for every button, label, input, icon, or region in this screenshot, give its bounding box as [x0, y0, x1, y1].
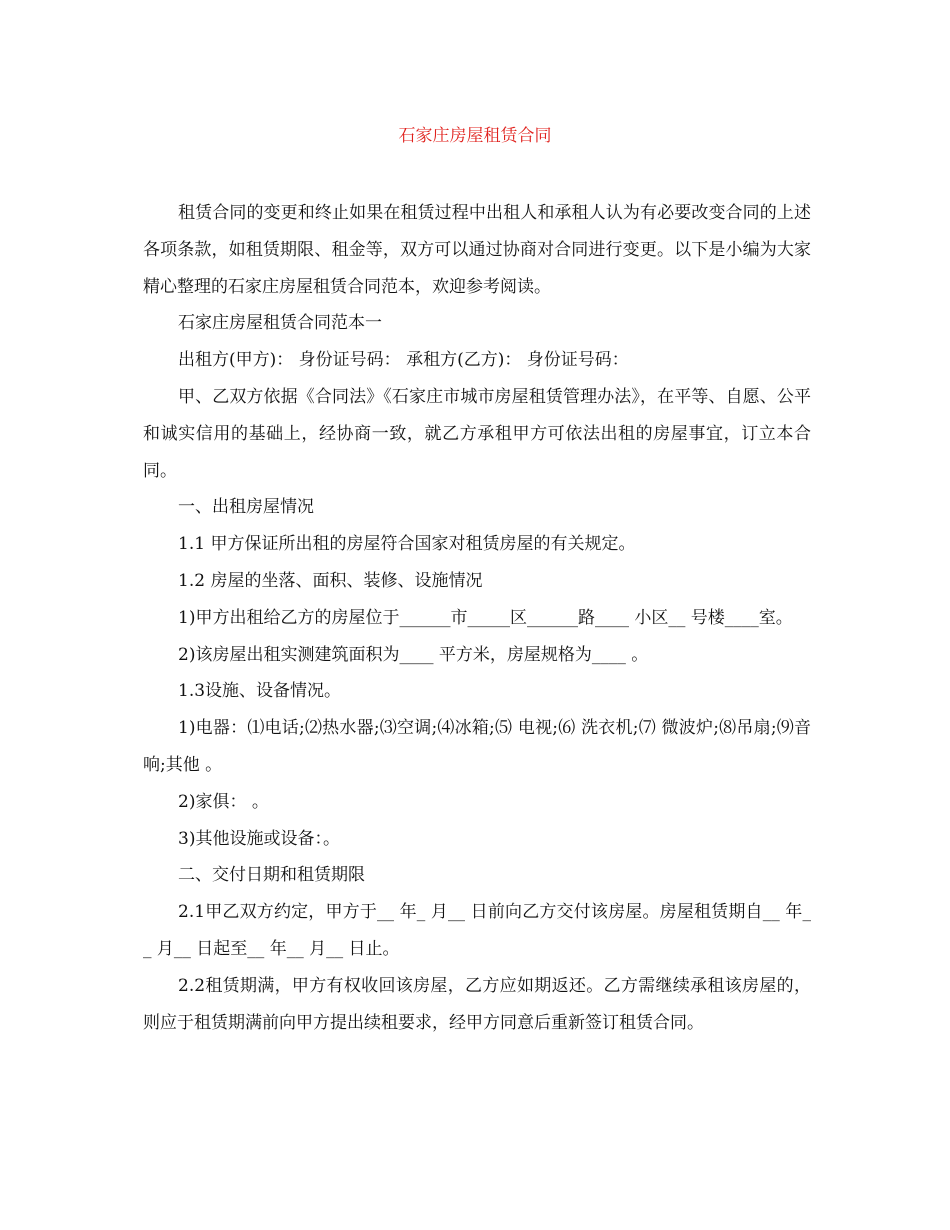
clause-1-3: 1.3设施、设备情况。	[178, 681, 342, 702]
clause-1-3-item-3: 3)其他设施或设备：。	[178, 828, 340, 849]
clause-1-1: 1.1 甲方保证所出租的房屋符合国家对租赁房屋的有关规定。	[178, 534, 636, 555]
clause-2-2: 2.2租赁期满，甲方有权收回该房屋，乙方应如期返还。乙方需继续承租该房屋的，则应于租赁期满前向甲方提出续租要求，经甲方同意后重新签订租赁合同。	[143, 975, 811, 1033]
section-heading-1: 一、出租房屋情况	[178, 497, 314, 518]
paragraph-basis: 甲、乙双方依据《合同法》《石家庄市城市房屋租赁管理办法》，在平等、自愿、公平和诚实信用的基础上，经协商一致，就乙方承租甲方可依法出租的房屋事宜，订立本合同。	[143, 386, 811, 481]
document-body	[143, 195, 811, 1041]
paragraph-intro: 租赁合同的变更和终止如果在租赁过程中出租人和承租人认为有必要改变合同的上述各项条款，如租赁期限、租金等，双方可以通过协商对合同进行变更。以下是小编为大家精心整理的石家庄房屋租赁合同范本，欢迎参考阅读。	[143, 203, 811, 297]
clause-1-3-item-1: 1)电器：⑴电话;⑵热水器;⑶空调;⑷冰箱;⑸ 电视;⑹ 洗衣机;⑺ 微波炉;⑻吊扇;⑼音响;其他 。	[143, 718, 811, 775]
clause-1-2-item-1: 1)甲方出租给乙方的房屋位于______市_____区______路____ 小区__ 号楼____室。	[178, 607, 793, 628]
clause-1-3-item-2: 2)家俱： 。	[178, 791, 269, 812]
paragraph-parties: 出租方(甲方)： 身份证号码： 承租方(乙方)： 身份证号码：	[178, 350, 629, 371]
clause-1-2-item-2: 2)该房屋出租实测建筑面积为____ 平方米，房屋规格为____ 。	[178, 644, 649, 665]
document-title: 石家庄房屋租赁合同	[398, 126, 552, 146]
section-heading-2: 二、交付日期和租赁期限	[178, 865, 365, 886]
clause-1-2: 1.2 房屋的坐落、面积、装修、设施情况	[178, 570, 483, 591]
clause-2-1: 2.1甲乙双方约定，甲方于__ 年_ 月__ 日前向乙方交付该房屋。房屋租赁期自__ 年__ 月__ 日起至__ 年__ 月__ 日止。	[143, 902, 811, 959]
paragraph-template-heading: 石家庄房屋租赁合同范本一	[178, 313, 382, 334]
